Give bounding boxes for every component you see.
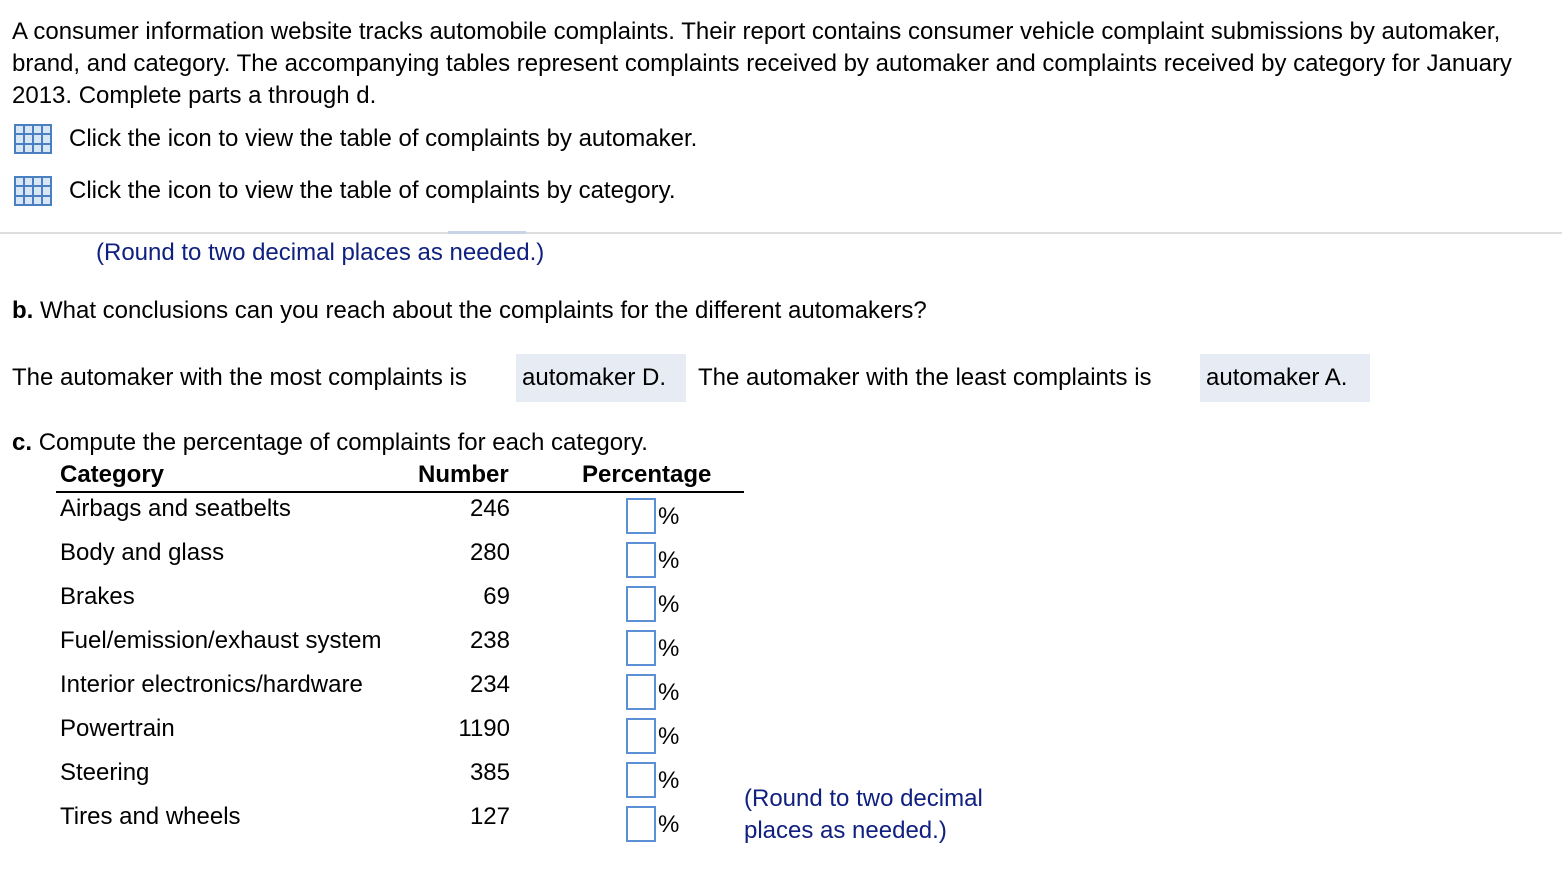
category-count: 246 (469, 495, 510, 522)
part-b-sentence-2: The automaker with the least complaints is (698, 364, 1152, 391)
table-icon[interactable] (14, 176, 52, 206)
category-table-link-text: Click the icon to view the table of complaints by category. (69, 177, 676, 204)
section-divider (0, 232, 1562, 234)
part-c-question (12, 429, 648, 457)
percentage-input[interactable] (626, 718, 656, 754)
header-percentage: Percentage (582, 461, 712, 488)
part-c-question-text: Compute the percentage of complaints for each category. (38, 429, 648, 456)
problem-intro: A consumer information website tracks automobile complaints. Their report contains consumer vehicle complaint submissions by automaker, brand, and category. The accompanying tables represent complaints received by automaker and complaints received by category for January 2013. Complete parts a through d. (12, 18, 1512, 109)
percent-sign: % (658, 591, 680, 618)
divider-handle[interactable] (448, 231, 526, 234)
part-a-round-hint: (Round to two decimal places as needed.) (96, 239, 545, 266)
category-count: 280 (469, 539, 510, 566)
percentage-input[interactable] (626, 762, 656, 798)
category-name: Tires and wheels (60, 803, 241, 830)
percentage-input[interactable] (626, 674, 656, 710)
least-complaints-answer[interactable]: automaker A. (1200, 354, 1370, 402)
part-b-label: b. (12, 297, 34, 324)
category-count: 127 (469, 803, 510, 830)
percentage-input[interactable] (626, 630, 656, 666)
category-table-link[interactable] (14, 176, 676, 206)
percentage-input[interactable] (626, 806, 656, 842)
category-count: 1190 (458, 715, 510, 742)
part-c-round-hint (744, 783, 983, 847)
percent-sign: % (658, 679, 680, 706)
category-name: Body and glass (60, 539, 225, 566)
percent-sign: % (658, 503, 680, 530)
most-complaints-answer[interactable]: automaker D. (516, 354, 686, 402)
part-c-round-hint-line2: places as needed.) (744, 817, 947, 844)
table-icon[interactable] (14, 124, 52, 154)
category-name: Brakes (60, 583, 135, 610)
category-count: 385 (469, 759, 510, 786)
automaker-table-link[interactable] (14, 124, 697, 154)
category-count: 234 (469, 671, 510, 698)
category-name: Steering (60, 759, 150, 786)
category-name: Fuel/emission/exhaust system (60, 627, 382, 654)
percent-sign: % (658, 723, 680, 750)
part-c-label: c. (12, 429, 33, 456)
percentage-input[interactable] (626, 498, 656, 534)
header-number: Number (418, 461, 509, 488)
header-rule (56, 491, 744, 493)
category-count: 69 (483, 583, 510, 610)
category-count: 238 (469, 627, 510, 654)
percent-sign: % (658, 767, 680, 794)
part-c-round-hint-line1: (Round to two decimal (744, 785, 983, 812)
percentage-input[interactable] (626, 542, 656, 578)
percent-sign: % (658, 811, 680, 838)
automaker-table-link-text: Click the icon to view the table of complaints by automaker. (69, 125, 698, 152)
category-name: Interior electronics/hardware (60, 671, 363, 698)
part-b-question-text: What conclusions can you reach about the complaints for the different automakers? (40, 297, 927, 324)
category-name: Powertrain (60, 715, 175, 742)
part-b-sentence-1: The automaker with the most complaints is (12, 364, 467, 391)
percentage-input[interactable] (626, 586, 656, 622)
header-category: Category (60, 461, 165, 488)
percent-sign: % (658, 547, 680, 574)
part-b-question (12, 297, 927, 325)
category-name: Airbags and seatbelts (60, 495, 291, 522)
percent-sign: % (658, 635, 680, 662)
